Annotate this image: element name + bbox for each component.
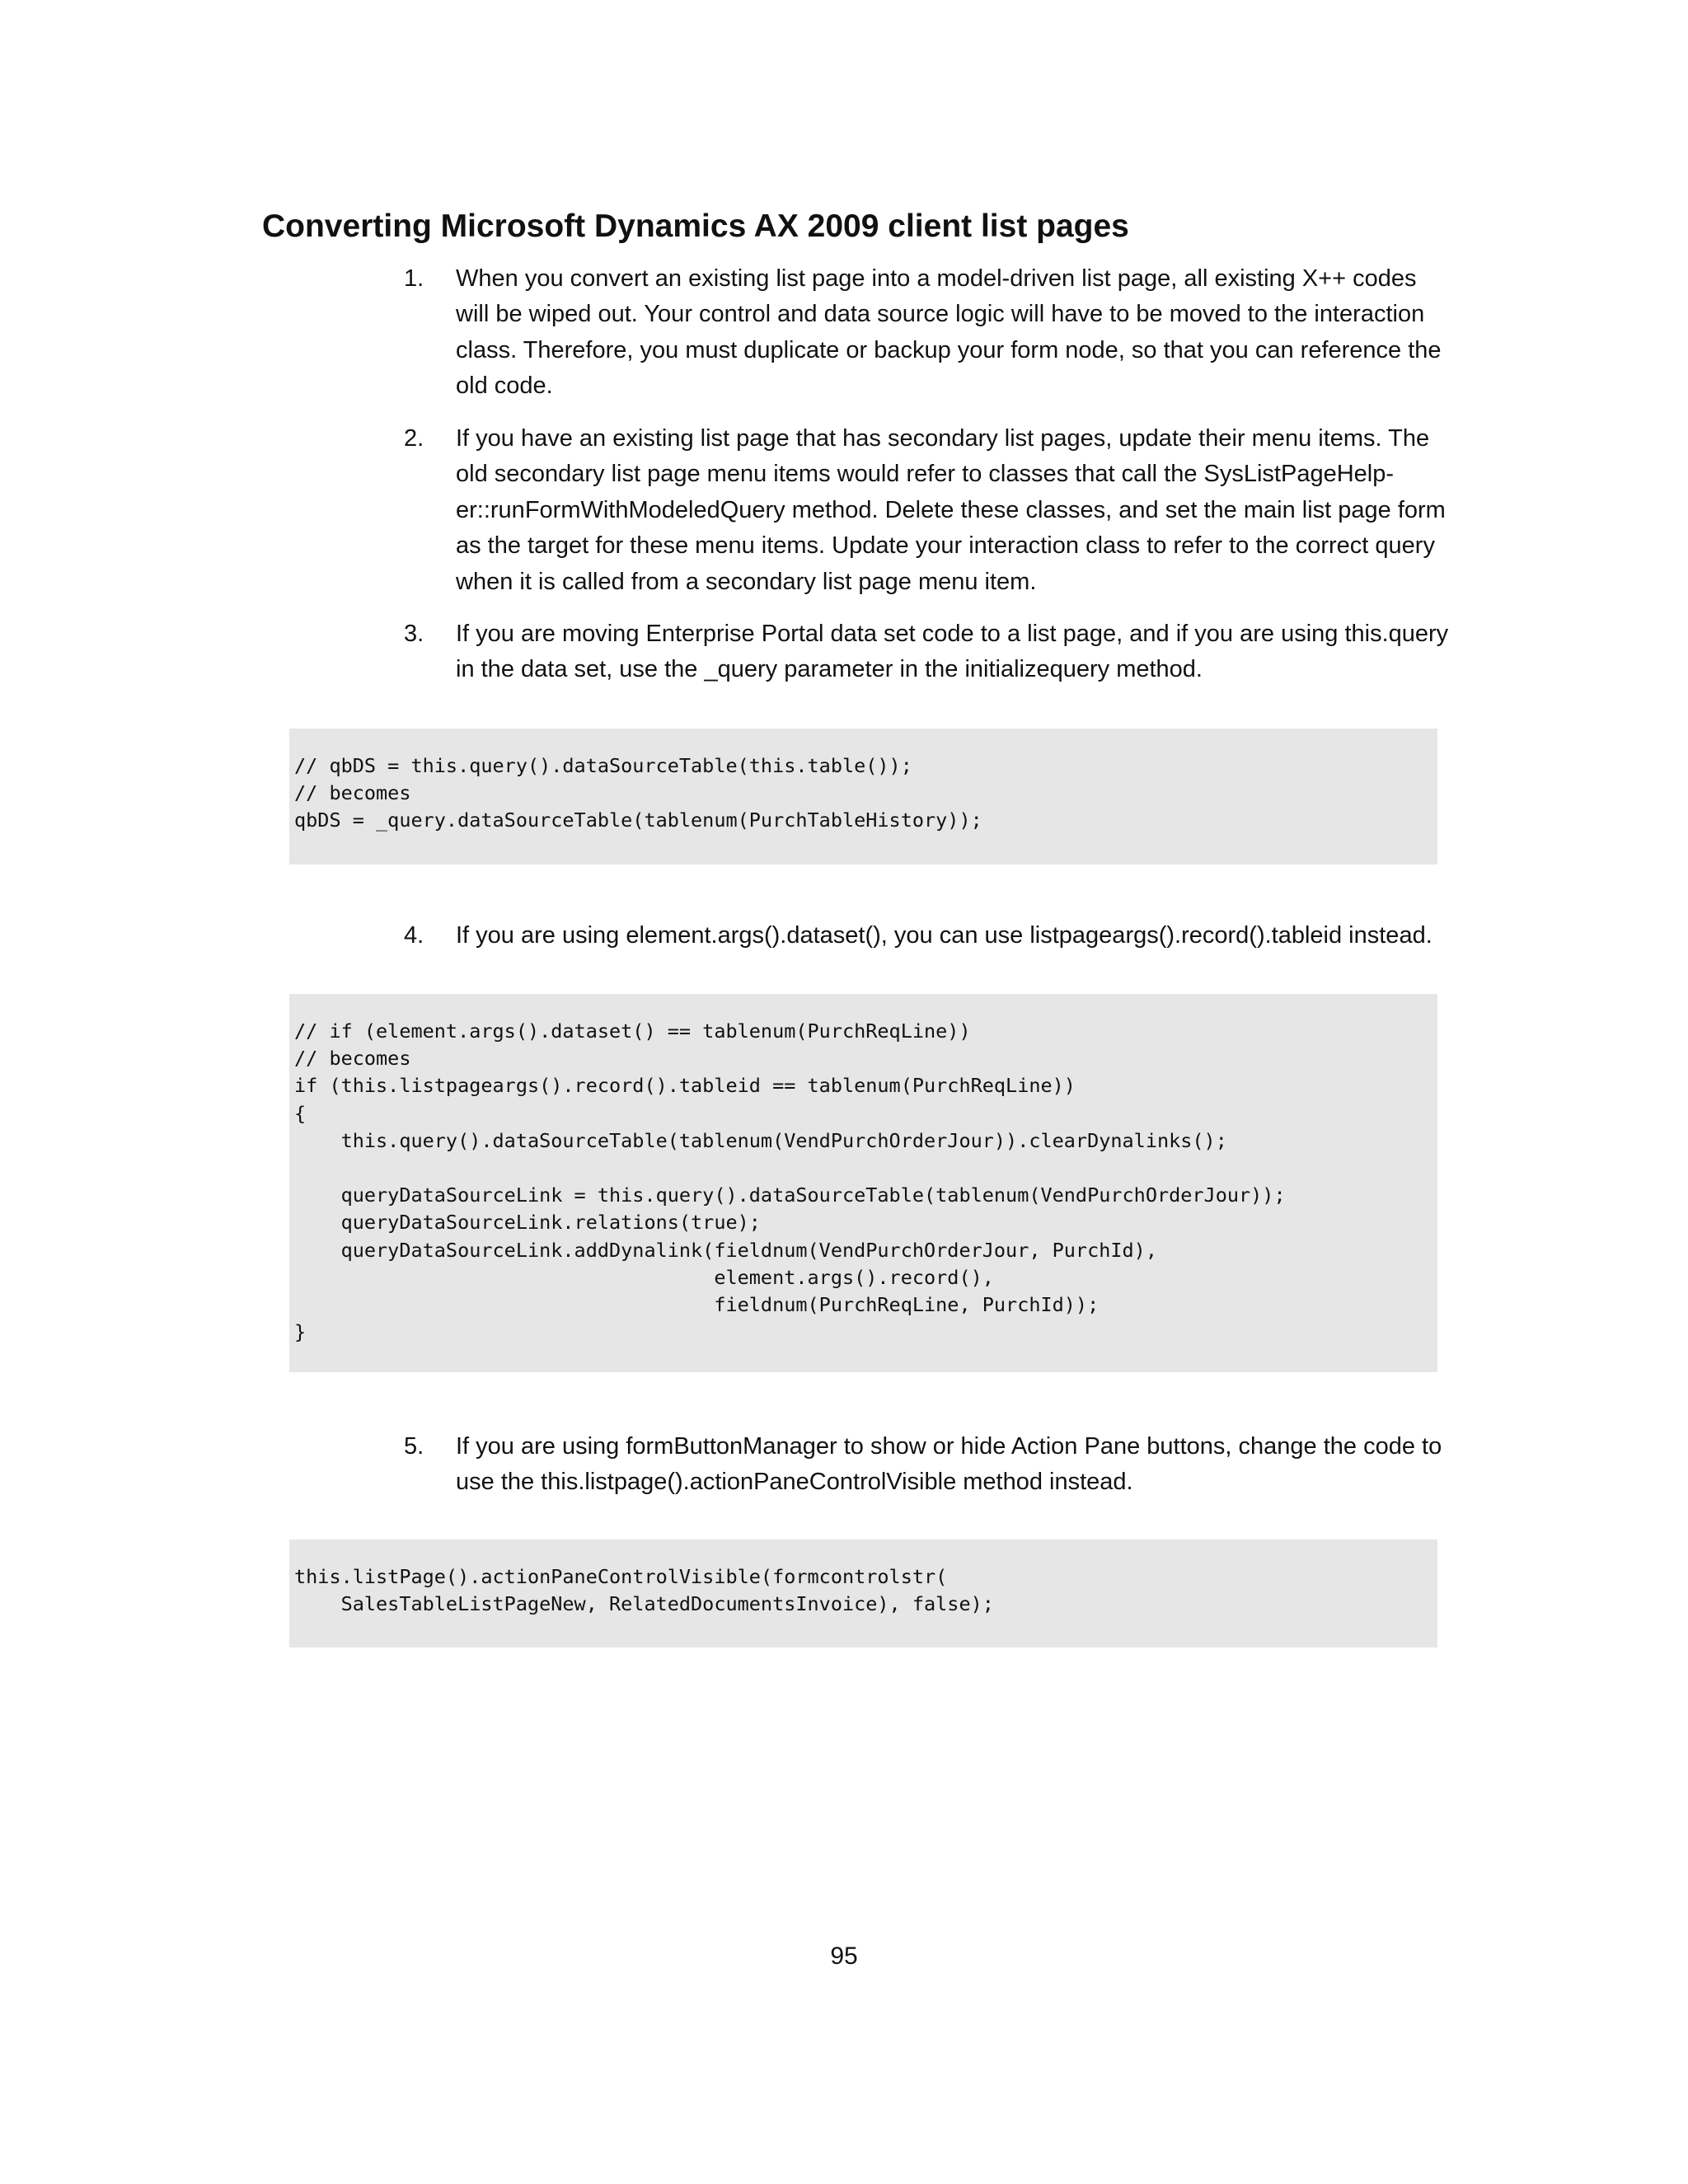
code-block — [289, 1540, 1437, 1647]
step-text-line: as the target for these menu items. Update your interaction class to refer to the correct query — [456, 532, 1435, 560]
page-number: 95 — [830, 1943, 858, 1970]
code-block — [289, 729, 1437, 865]
code-text: // if (element.args().dataset() == tablenum(PurchReqLine)) // becomes if (this.listpageargs().record().tableid == tablenum(PurchReqLine)) { this.query().dataSourceTable(tablenum(VendPurchOrderJour)).clearDynalinks(); queryDataSourceLink = this.query().dataSourceTable(tablenum(VendPurchOrderJour)); queryDataSourceLink.relations(true); queryDataSourceLink.addDynalink(fieldnum(VendPurchOrderJour, PurchId), element.args().record(), fieldnum(PurchReqLine, PurchId)); } — [294, 1019, 1286, 1344]
list-item-step-4 — [404, 918, 1475, 954]
step-number: 4. — [404, 922, 424, 949]
step-number: 1. — [404, 265, 424, 292]
list-item-step-5 — [404, 1429, 1475, 1501]
step-text-line: If you are using element.args().dataset(), you can use listpageargs().record().tableid instead. — [456, 922, 1432, 949]
section-heading: Converting Microsoft Dynamics AX 2009 client list pages — [262, 209, 1129, 244]
step-text-line: If you have an existing list page that has secondary list pages, update their menu items. The — [456, 425, 1430, 452]
step-number: 5. — [404, 1433, 424, 1460]
step-text-line: er::runFormWithModeledQuery method. Delete these classes, and set the main list page form — [456, 496, 1446, 523]
step-text-line: use the this.listpage().actionPaneControlVisible method instead. — [456, 1469, 1133, 1496]
step-text-line: will be wiped out. Your control and data source logic will have to be moved to the interaction — [456, 301, 1425, 328]
step-text-line: When you convert an existing list page into a model-driven list page, all existing X++ codes — [456, 265, 1417, 292]
step-text-line: old code. — [456, 373, 553, 400]
step-text-line: when it is called from a secondary list page menu item. — [456, 568, 1037, 595]
step-text — [456, 616, 1475, 688]
code-text: // qbDS = this.query().dataSourceTable(this.table()); // becomes qbDS = _query.dataSourceTable(tablenum(PurchTableHistory)); — [294, 754, 982, 832]
step-text-line: If you are using formButtonManager to show or hide Action Pane buttons, change the code to — [456, 1433, 1442, 1460]
step-text-line: in the data set, use the _query parameter in the initializequery method. — [456, 656, 1203, 683]
list-item-step-1 — [404, 261, 1475, 405]
step-text — [456, 261, 1475, 405]
list-item-step-2 — [404, 421, 1475, 600]
step-text — [456, 421, 1475, 600]
code-block — [289, 994, 1437, 1372]
step-text-line: class. Therefore, you must duplicate or backup your form node, so that you can reference the — [456, 336, 1442, 363]
step-text — [456, 918, 1475, 954]
step-number: 3. — [404, 621, 424, 647]
step-text-line: old secondary list page menu items would refer to classes that call the SysListPageHelp- — [456, 461, 1395, 488]
step-number: 2. — [404, 425, 424, 452]
code-text: this.listPage().actionPaneControlVisible(formcontrolstr( SalesTableListPageNew, RelatedDocumentsInvoice), false); — [294, 1565, 994, 1616]
step-text-line: If you are moving Enterprise Portal data set code to a list page, and if you are using this.query — [456, 621, 1449, 647]
list-item-step-3 — [404, 616, 1475, 688]
step-text — [456, 1429, 1475, 1501]
